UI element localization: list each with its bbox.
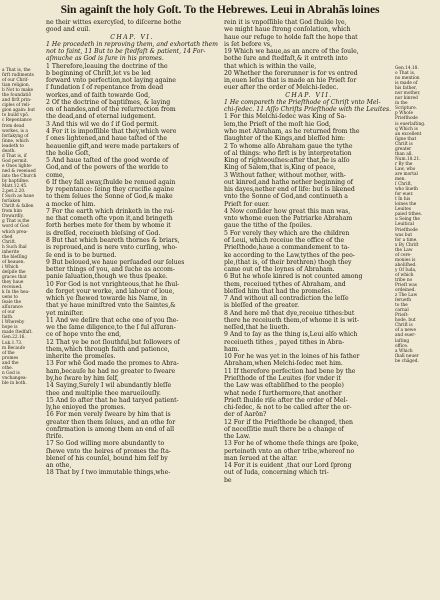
- left-column-line: by,he ſware by him ſelf,: [46, 375, 119, 383]
- right-gloss-line: be chāged.: [395, 358, 419, 364]
- left-gloss-line: inherite: [2, 249, 20, 255]
- left-gloss-line: b Not to make: [2, 88, 34, 94]
- right-column-line: 14 For it is euident ,that our Lord ſprong: [224, 462, 352, 470]
- right-gloss-line: of which: [395, 272, 414, 278]
- right-column-line: haue our refuge to holde faſt the hope that: [224, 33, 358, 41]
- left-gloss-line: othe.: [2, 365, 13, 371]
- right-column-line: man ſerued at the altar.: [224, 454, 298, 462]
- left-gloss-line: Luk.1.73.: [2, 340, 23, 346]
- right-column-line: 12 For if the Prieſthode be changed, then: [224, 418, 353, 426]
- right-column-line: 8 And here mē that dye,receiue tithes:but: [224, 309, 355, 317]
- left-column-line: ce of hope vnto the end,: [46, 331, 122, 339]
- left-gloss-line: ched: [2, 234, 13, 240]
- right-margin-notes: [395, 66, 439, 364]
- left-column-line: good and euil.: [46, 26, 91, 34]
- right-column-line: in,euen Ieſus that is made an hie Prieſt for: [224, 77, 357, 85]
- right-gloss-line: t In his: [395, 197, 411, 203]
- left-column-line: 18 That by ſ two immutable things,whe-: [46, 469, 171, 477]
- left-gloss-line: ſeale the: [2, 300, 22, 306]
- left-column-line: inherite the promeſes.: [46, 353, 116, 361]
- left-gloss-line: aſſurance: [2, 305, 23, 311]
- left-column-line: 5 And haue taſted of the good worde of: [46, 157, 169, 165]
- left-column-line: the holie Goſt,: [46, 149, 91, 157]
- right-gloss-line: Num.18.21.: [395, 156, 421, 162]
- right-column-line: that which is within the vaile,: [224, 62, 317, 70]
- left-column-line: which ye ſhewed towarde his Name, in: [46, 295, 168, 303]
- left-gloss-line: h Such ſhal: [2, 244, 27, 250]
- right-gloss-line: x By Chriſt: [395, 242, 419, 248]
- right-gloss-line: greater: [395, 146, 412, 152]
- right-column-line: 20 Whether the forerunner is for vs entred: [224, 69, 358, 77]
- left-column-line: forward vnto perfection,not laying againe: [46, 77, 176, 85]
- left-gloss-line: of the: [2, 350, 15, 356]
- left-column-line: 6 If they fall away,ſhulde be renued again: [46, 178, 176, 186]
- left-gloss-line: made ſtedfaſt.: [2, 330, 33, 336]
- right-gloss-line: laſting: [395, 338, 410, 344]
- right-gloss-line: Leuites: [395, 207, 412, 213]
- left-column-line: the dead,and of eternal iudgement.: [46, 113, 156, 121]
- left-gloss-line: faith.: [2, 315, 14, 321]
- left-gloss-line: c Repentance: [2, 118, 32, 124]
- left-column-line: 17 So God willing more abundantly to: [46, 440, 165, 448]
- left-gloss-line: which prea-: [2, 229, 28, 235]
- right-column-line: what nede ſ furthermore,that another: [224, 389, 342, 397]
- right-column-line: 6 But he whoſe kinred is not counted among: [224, 273, 363, 281]
- right-column-line: the Law.: [224, 433, 251, 441]
- right-column-line: Prieſthode of the Leuites (for vnder it: [224, 375, 341, 383]
- left-column-line: 7 For the earth which drinketh in the rai-: [46, 207, 175, 215]
- left-gloss-line: forſakyng of: [2, 133, 29, 139]
- left-column-line: to them ſelues the Sonne of God,& make: [46, 193, 173, 201]
- left-column-line: yet miniſter.: [46, 309, 84, 317]
- left-gloss-line: and firſt prin-: [2, 98, 32, 104]
- right-column-line: gaue the tithe of the ſpoiles.: [224, 222, 313, 230]
- left-column-line: is dreſſed, receiueth bleſsing of God.: [46, 229, 161, 237]
- left-column-line: is reproued,and is nere vnto curſing, who-: [46, 244, 178, 252]
- left-column-line: ſhewe vnto the heires of promes the ſta-: [46, 447, 172, 455]
- right-gloss-line: carnal: [395, 308, 409, 314]
- left-column-line: not to faint, 11 But to be ſtedfaſt & patient, 14 For-: [46, 48, 206, 56]
- right-column-line: 7 And without all contradiction the leſſe: [224, 295, 349, 303]
- left-column-line: ne their wittes exercyſed, to diſcerne bothe: [46, 19, 182, 26]
- left-column-line: ly,he enioyed the promes.: [46, 404, 126, 412]
- left-gloss-line: e Ones lighte-: [2, 163, 33, 169]
- right-column-line: we might haue ſtrong conſolation, which: [224, 26, 351, 34]
- right-gloss-line: in the: [395, 101, 408, 107]
- right-gloss-line: no mention: [395, 76, 420, 82]
- left-column-line: 4 For it is impoſſible that they,which were: [46, 127, 177, 135]
- right-gloss-line: z The Law: [395, 293, 418, 299]
- right-column-line: his dayes,nether end of life: but is likened: [224, 186, 355, 194]
- left-column-line: 8 But that which beareth thornes & briars,: [46, 236, 180, 244]
- right-column-line: ple,(that is, of their brethren) thogh they: [224, 258, 352, 266]
- right-gloss-line: office.: [395, 343, 409, 349]
- left-gloss-line: promes: [2, 355, 19, 361]
- left-column-line: workes,and of faith towarde God,: [46, 91, 151, 99]
- right-column-line: rein it is vnpoſſible that God ſhulde lye,: [224, 19, 347, 26]
- left-gloss-line: hope is: [2, 325, 18, 331]
- right-column-line: Prieſt ſhulde riſe after the order of Mel-: [224, 396, 348, 404]
- left-gloss-line: gion again: but: [2, 108, 35, 114]
- left-gloss-line: the foundatiō: [2, 93, 32, 99]
- right-column-line: 9 And to ſay as the thing is,Leui alſo which: [224, 331, 358, 339]
- left-gloss-line: God permit.: [2, 158, 29, 164]
- left-column-line: 16 For men verely ſweare by him that is: [46, 411, 171, 419]
- left-gloss-line: 2.pet.2.20.: [2, 189, 26, 195]
- left-gloss-line: uens to: [2, 295, 18, 301]
- left-gloss-line: a That is, the: [2, 68, 31, 73]
- right-column-line: 1 For this Melchi-ſedec was King of Sa-: [224, 113, 347, 121]
- left-column-line: ſtrife.: [46, 433, 64, 441]
- right-column-line: ſlaughter of the Kings,and bleſſed him:: [224, 135, 346, 143]
- right-gloss-line: is euerlaſting.: [395, 121, 426, 127]
- left-gloss-line: to build vpō.: [2, 113, 30, 119]
- right-gloss-line: y Of Iuda,: [395, 267, 417, 273]
- left-gloss-line: vnchangea-: [2, 375, 28, 381]
- right-column-text: [224, 19, 394, 484]
- left-gloss-line: l Whereby: [2, 320, 25, 326]
- right-column-line: receiueth tithes , payed tithes in Abra-: [224, 338, 345, 346]
- left-column-line: by repentance: ſeing they crucifie againe: [46, 186, 175, 194]
- right-gloss-line: Scripture.: [395, 106, 417, 112]
- right-column-line: who met Abraham, as he returned from the: [224, 127, 360, 135]
- left-gloss-line: receiued.: [2, 285, 23, 291]
- right-column-line: vnto whome euen the Patriarke Abraham: [224, 215, 353, 223]
- right-gloss-line: q Which is: [395, 126, 418, 132]
- right-gloss-line: Prieſthode: [395, 227, 418, 233]
- right-gloss-line: of cere-: [395, 252, 412, 258]
- right-gloss-line: monies is: [395, 257, 416, 263]
- left-column-line: God,and of the powers of the worlde to: [46, 164, 168, 172]
- right-gloss-line: Prieſt-: [395, 313, 409, 319]
- left-gloss-line: Chriſt.: [2, 239, 17, 245]
- left-gloss-line: n God is: [2, 370, 20, 376]
- right-column-line: of al things: who firſt is by interpretation: [224, 149, 352, 157]
- left-column-line: thee and multiplie thee marueilouſly.: [46, 389, 161, 397]
- left-gloss-line: workes, is a: [2, 128, 28, 134]
- right-gloss-line: an excellent: [395, 131, 422, 137]
- right-column-line: of Leui, which receiue the office of the: [224, 236, 345, 244]
- left-column-line: de forget your worke, and labour of loue,: [46, 287, 175, 295]
- left-column-line: 12 That ye be not ſlouthful,but followers of: [46, 338, 180, 346]
- left-gloss-line: by baptiſme.: [2, 179, 30, 185]
- right-column-line: be: [224, 476, 232, 484]
- left-column-line: 14 Saying,Surely I wil abundantly bleſſe: [46, 382, 172, 390]
- right-gloss-line: Leuitical: [395, 222, 414, 228]
- left-gloss-line: deſpiſe the: [2, 269, 26, 275]
- left-column-line: come,: [46, 171, 65, 179]
- left-column-line: confirmation is among them an end of all: [46, 425, 175, 433]
- right-gloss-line: Chriſt is: [395, 323, 413, 329]
- right-column-line: 13 For he of whome theſe things are ſpoke,: [224, 440, 359, 448]
- left-column-line: ſe end is to be burned.: [46, 251, 117, 259]
- left-gloss-line: ned & reeeiued: [2, 168, 36, 174]
- left-gloss-line: into the Church: [2, 173, 37, 179]
- right-gloss-line: for euer.: [395, 192, 414, 198]
- left-gloss-line: they haue: [2, 279, 24, 285]
- right-column-line: 19 Which we haue,as an ancre of the ſoule,: [224, 48, 359, 56]
- right-gloss-line: hode, but: [395, 318, 416, 324]
- right-gloss-line: than all.: [395, 151, 413, 157]
- left-column-line: we the ſame diligence,to the ſ ful aſſuran-: [46, 324, 176, 332]
- left-gloss-line: from dead: [2, 123, 25, 129]
- left-column-line: heauenlie gift,and were made partakers of: [46, 142, 179, 150]
- right-gloss-line: are mortal: [395, 171, 418, 177]
- right-gloss-line: o That is,: [395, 71, 416, 77]
- left-gloss-line: frowardly.: [2, 214, 24, 220]
- left-gloss-line: and the: [2, 360, 19, 366]
- right-gloss-line: for a time.: [395, 237, 418, 243]
- left-gloss-line: from him: [2, 209, 22, 215]
- left-column-line: 9 But beloued,we haue perſuaded our ſelues: [46, 258, 185, 266]
- right-column-line: neſſed,that he liueth.: [224, 324, 290, 332]
- right-column-line: is ſet before vs,: [224, 40, 273, 48]
- right-gloss-line: ſerueth: [395, 298, 411, 304]
- right-column-line: Prieſthode,haue a commandement to ta-: [224, 244, 350, 252]
- right-gloss-line: is made of: [395, 81, 418, 87]
- right-column-line: 2 To whome alſo Abraham gaue the tythe: [224, 142, 353, 150]
- left-gloss-line: ciples of reli-: [2, 103, 31, 109]
- left-column-line: panie ſaluation,though we thus ſpeake.: [46, 273, 168, 281]
- right-column-line: 5 For verely they which are the children: [224, 229, 350, 237]
- right-column-line: euer after the order of Melchi-ſedec.: [224, 84, 339, 92]
- right-gloss-line: ordeined.: [395, 288, 416, 294]
- left-column-text: [46, 19, 218, 477]
- right-column-line: ham.: [224, 345, 240, 353]
- left-column-line: ne that cometh ofte vpon it,and bringeth: [46, 215, 173, 223]
- left-margin-notes: [2, 68, 44, 386]
- right-column-line: out of Iuda, concerning which tri-: [224, 469, 329, 477]
- right-gloss-line: Gen.14.18.: [395, 66, 419, 71]
- right-gloss-line: r By the: [395, 161, 413, 167]
- right-column-line: chi-ſedec, & not to be called after the or-: [224, 404, 352, 412]
- right-column-line: 10 For he was yet in the loines of his father: [224, 353, 360, 361]
- left-gloss-line: the bleſſing: [2, 254, 28, 260]
- right-gloss-line: Law, who: [395, 166, 416, 172]
- right-gloss-line: p Whoſe: [395, 111, 414, 117]
- left-column-line: 13 For whē God made the promes to Abra-: [46, 360, 179, 368]
- left-column-line: on of handes,and of the reſurrection from: [46, 106, 176, 114]
- right-gloss-line: ſhall neuer: [395, 353, 419, 359]
- right-gloss-line: his father,: [395, 86, 417, 92]
- right-gloss-line: tribe no: [395, 277, 413, 283]
- right-gloss-line: Prieſthode: [395, 116, 418, 122]
- left-gloss-line: m Becauſe: [2, 345, 26, 351]
- right-gloss-line: men.: [395, 177, 406, 183]
- left-column-line: them,which through faith and patience,: [46, 345, 170, 353]
- left-gloss-line: of heauen.: [2, 259, 25, 265]
- right-column-line: came out of the loynes of Abraham.: [224, 266, 335, 274]
- left-gloss-line: tian religion.: [2, 83, 30, 89]
- right-column-line: out kinred,and hathe nether beginning of: [224, 178, 353, 186]
- left-gloss-line: f Such as haue: [2, 194, 34, 200]
- right-gloss-line: loines the: [395, 202, 417, 208]
- left-column-line: a mocke of him.: [46, 200, 96, 208]
- left-gloss-line: Gen.22.16.: [2, 335, 26, 341]
- right-column-line: is bleſſed of the greater.: [224, 302, 300, 310]
- right-column-line: there he receiueth them,of whome it is wit-: [224, 316, 359, 324]
- right-gloss-line: and euer-: [395, 333, 416, 339]
- right-gloss-line: paied tithes.: [395, 212, 423, 218]
- left-gloss-line: i Which: [2, 264, 19, 270]
- left-column-line: CHAP. VI.: [110, 33, 154, 41]
- left-gloss-line: leadeth to: [2, 143, 24, 149]
- left-gloss-line: word of God: [2, 224, 29, 230]
- right-gloss-line: Prieſt was: [395, 283, 417, 289]
- left-column-line: 2 Of the doctrine of baptiſmes, & laying: [46, 98, 171, 106]
- right-gloss-line: of a newe: [395, 328, 417, 334]
- right-gloss-line: a Which: [395, 348, 413, 354]
- right-gloss-line: ſigne that: [395, 136, 417, 142]
- right-column-line: King of righteouſnes:after that,he is alſo: [224, 157, 350, 165]
- right-gloss-line: the Law: [395, 247, 413, 253]
- right-column-line: King of Salem,that is,King of peace,: [224, 164, 336, 172]
- right-column-line: der of Aarōn?: [224, 411, 267, 419]
- left-gloss-line: k In the hea-: [2, 290, 30, 296]
- left-column-line: 15 And ſo after that he had taryed patient-: [46, 396, 179, 404]
- left-gloss-line: Matt.12.45.: [2, 184, 28, 190]
- right-gloss-line: nor mother,: [395, 91, 421, 97]
- right-column-line: vnto the Sonne of God,and continueth a: [224, 193, 348, 201]
- right-column-line: bleſſed him that had the promeſes.: [224, 287, 333, 295]
- right-column-line: 1 He compareth the Prieſthode of Chriſt vnto Mel-: [224, 98, 381, 106]
- right-column-line: 3 Without father, without mother, with-: [224, 171, 346, 179]
- left-column-line: bleneſ of his counſel, bound him ſelf by: [46, 454, 168, 462]
- right-column-line: chi-ſedec. 11 Aſſo Chriſts Prieſthode with the Leuites.: [224, 106, 392, 114]
- left-column-line: 3 And this wil we do ſ if God permit.: [46, 120, 159, 128]
- left-column-line: ham,becauſe he had no greater to ſweare: [46, 367, 176, 375]
- left-gloss-line: firſt rudiments: [2, 73, 34, 79]
- running-head: Sin againſt the holy Goſt. To the Hebrewes. Leui in Abrahãs loines: [60, 3, 380, 16]
- left-gloss-line: death.: [2, 148, 16, 154]
- right-column-line: of neceſſitie muſt there be a change of: [224, 425, 344, 433]
- right-column-line: 11 If therefore perfection had bene by the: [224, 367, 356, 375]
- right-column-line: Prieſt for euer.: [224, 200, 270, 208]
- left-column-line: ſ fundation ſ of repentance from dead: [46, 84, 164, 92]
- right-column-line: bothe ſure and ſtedfaſt,& it entreth into: [224, 55, 348, 63]
- left-column-line: that ye haue miniſtred vnto the Saintes,&: [46, 302, 176, 310]
- left-gloss-line: ble in both.: [2, 380, 27, 386]
- left-gloss-line: g That is,the: [2, 219, 30, 225]
- right-gloss-line: aboliſhed.: [395, 262, 417, 268]
- right-column-line: perteineth vnto an other tribe,whereof no: [224, 447, 355, 455]
- left-gloss-line: d That is, if: [2, 153, 27, 159]
- right-gloss-line: u Seing the: [395, 217, 420, 223]
- right-gloss-line: to the: [395, 303, 408, 309]
- right-column-line: them, receiued tythes of Abraham, and: [224, 280, 346, 288]
- left-gloss-line: of our Chriſ-: [2, 78, 29, 84]
- right-column-line: ke according to the Law,tythes of the peo-: [224, 251, 355, 259]
- left-gloss-line: Chriſt & fallen: [2, 204, 34, 210]
- right-gloss-line: ſ Chriſt,: [395, 182, 413, 188]
- right-column-line: lem,the Prieſt of the moſt hie God,: [224, 120, 331, 128]
- left-gloss-line: forſaken: [2, 199, 21, 205]
- right-column-line: CHAP. VII.: [285, 91, 333, 99]
- left-gloss-line: of our: [2, 310, 15, 316]
- left-column-line: an othe,: [46, 462, 72, 470]
- left-column-line: better things of you, and ſuche as accom-: [46, 266, 175, 274]
- left-gloss-line: ſinne, which: [2, 138, 29, 144]
- right-column-line: 4 Now conſider how great this man was,: [224, 207, 351, 215]
- left-column-line: ſ ones lightened,and haue taſted of the: [46, 135, 168, 143]
- left-column-line: 11 And we deſire that eche one of you ſhe-: [46, 316, 179, 324]
- right-gloss-line: nor kinred: [395, 96, 418, 102]
- left-column-line: greater then them ſelues, and an othe for: [46, 418, 176, 426]
- left-column-line: forth herbes mete for them by whome it: [46, 222, 171, 230]
- right-gloss-line: who liueth: [395, 187, 418, 193]
- right-column-line: Abraham,when Melchi-ſedec met him.: [224, 360, 343, 368]
- right-gloss-line: Chriſt is: [395, 141, 413, 147]
- left-column-line: b beginning of Chriſt,let vs be led: [46, 69, 151, 77]
- left-column-line: 1 Therefore,leauing the doctrine of the: [46, 62, 168, 70]
- left-column-line: 1 He procedeth in reproving them, and exhortath them: [46, 40, 218, 48]
- left-gloss-line: graces that: [2, 274, 27, 280]
- right-column-line: the Law was eſtabliſhed to the people): [224, 382, 344, 390]
- left-column-line: 10 For God is not vnrighteous,that he ſhul-: [46, 280, 180, 288]
- left-column-line: aſmuche as God is ſure in his promes.: [46, 55, 164, 63]
- right-gloss-line: was but: [395, 232, 413, 238]
